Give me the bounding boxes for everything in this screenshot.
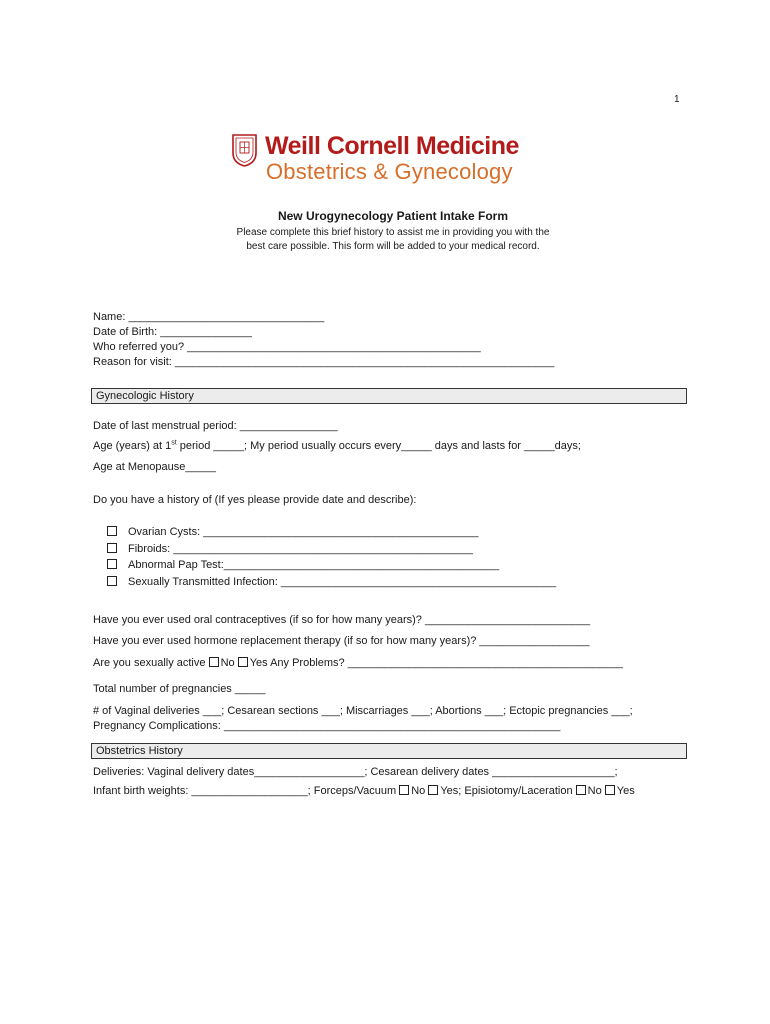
- dob-field[interactable]: Date of Birth: _______________: [93, 326, 253, 338]
- pregnancies-field[interactable]: Total number of pregnancies _____: [93, 683, 266, 695]
- brand-logo: [231, 131, 561, 187]
- checkbox-sexually-active-no[interactable]: [209, 657, 219, 667]
- birth-weights-field[interactable]: Infant birth weights: ___________________; Forceps/Vacuum No Yes; Episiotomy/Laceration No Yes: [93, 785, 635, 797]
- history-question: Do you have a history of (If yes please provide date and describe):: [93, 494, 417, 506]
- checkbox-abnormal-pap[interactable]: [107, 559, 117, 569]
- gynecologic-history-header: Gynecologic History: [91, 388, 687, 404]
- period-field[interactable]: [93, 440, 581, 453]
- delivery-dates-field[interactable]: Deliveries: Vaginal delivery dates__________________; Cesarean delivery dates ____________________;: [93, 766, 618, 778]
- hrt-field[interactable]: Have you ever used hormone replacement therapy (if so for how many years)? __________________: [93, 635, 590, 647]
- list-item[interactable]: Abnormal Pap Test:_____________________________________________: [107, 559, 499, 572]
- checkbox-forceps-yes[interactable]: [428, 785, 438, 795]
- intro-line-2: best care possible. This form will be added to your medical record.: [246, 241, 540, 252]
- form-title: New Urogynecology Patient Intake Form: [277, 209, 509, 223]
- referred-field[interactable]: Who referred you? ________________________________________________: [93, 341, 481, 353]
- period-superscript: st: [171, 439, 177, 447]
- checkbox-episiotomy-no[interactable]: [576, 785, 586, 795]
- checkbox-forceps-no[interactable]: [399, 785, 409, 795]
- checkbox-episiotomy-yes[interactable]: [605, 785, 615, 795]
- brand-name: Weill Cornell Medicine: [265, 132, 519, 160]
- list-item[interactable]: Fibroids: _________________________________________________: [107, 543, 473, 556]
- period-text-pre: Age (years) at 1: [93, 440, 172, 452]
- checkbox-fibroids[interactable]: [107, 543, 117, 553]
- intro-line-1: Please complete this brief history to assist me in providing you with the: [236, 227, 550, 238]
- menopause-field[interactable]: Age at Menopause_____: [93, 461, 216, 473]
- obstetrics-history-header: Obstetrics History: [91, 743, 687, 759]
- checkbox-ovarian-cysts[interactable]: [107, 526, 117, 536]
- brand-department: Obstetrics & Gynecology: [266, 159, 513, 184]
- list-item[interactable]: Sexually Transmitted Infection: _____________________________________________: [107, 576, 556, 589]
- complications-field[interactable]: Pregnancy Complications: _______________________________________________________: [93, 720, 561, 732]
- oral-contraceptives-field[interactable]: Have you ever used oral contraceptives (if so for how many years)? ___________________________: [93, 614, 591, 626]
- reason-field[interactable]: Reason for visit: ______________________________________________________________: [93, 356, 555, 368]
- page-number: 1: [674, 94, 680, 105]
- deliveries-field[interactable]: # of Vaginal deliveries ___; Cesarean sections ___; Miscarriages ___; Abortions ___; Ectopic pregnancies ___;: [93, 705, 633, 717]
- name-field[interactable]: Name: ________________________________: [93, 311, 325, 323]
- list-item[interactable]: Ovarian Cysts: _____________________________________________: [107, 526, 478, 539]
- lmp-field[interactable]: Date of last menstrual period: ________________: [93, 420, 338, 432]
- checkbox-sexually-active-yes[interactable]: [238, 657, 248, 667]
- cornell-seal-icon: [231, 133, 258, 167]
- sexually-active-field[interactable]: Are you sexually active No Yes Any Problems? _____________________________________________: [93, 657, 624, 669]
- checkbox-sti[interactable]: [107, 576, 117, 586]
- period-text-post: period _____; My period usually occurs every_____ days and lasts for _____days;: [176, 440, 581, 452]
